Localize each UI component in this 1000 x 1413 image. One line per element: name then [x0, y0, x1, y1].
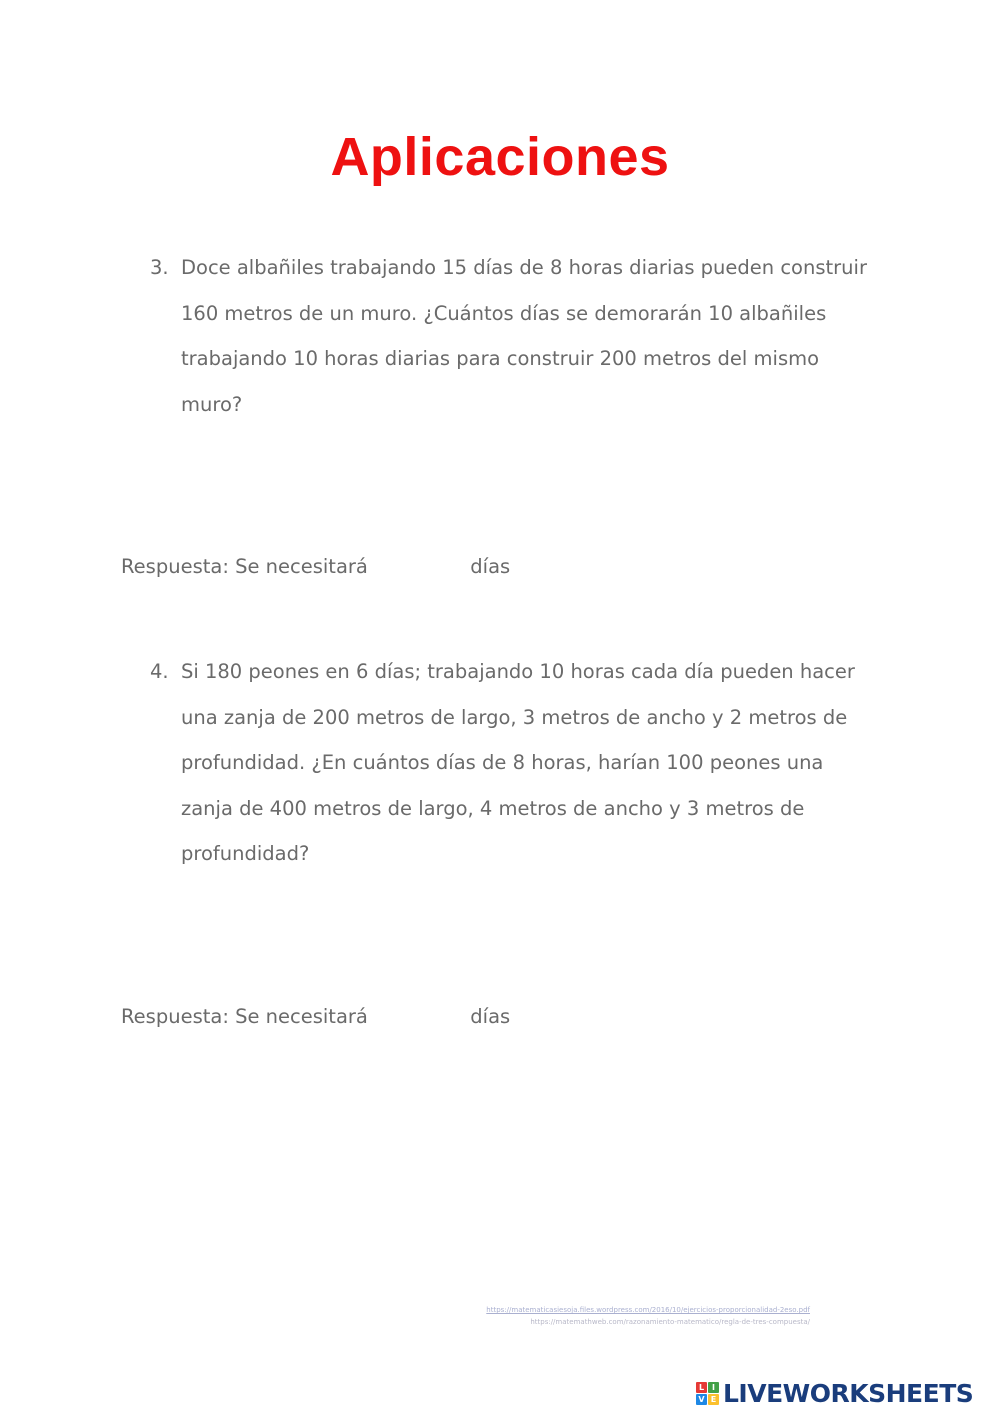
logo-letter: I — [708, 1382, 719, 1393]
logo-letter: L — [696, 1382, 707, 1393]
logo-letter: V — [696, 1394, 707, 1405]
answer-line-3 — [121, 553, 510, 581]
logo-letter: E — [708, 1394, 719, 1405]
answer-prefix: Respuesta: Se necesitará — [121, 1005, 368, 1028]
page-title: Aplicaciones — [330, 127, 670, 187]
answer-line-4 — [121, 1003, 510, 1031]
source-links — [380, 1304, 810, 1328]
source-link-2[interactable]: https://matemathweb.com/razonamiento-matematico/regla-de-tres-compuesta/ — [530, 1318, 810, 1326]
answer-input-4[interactable] — [374, 1005, 464, 1031]
answer-unit: días — [470, 555, 511, 578]
question-number: 4. — [150, 660, 169, 683]
question-text: Doce albañiles trabajando 15 días de 8 horas diarias pueden construir 160 metros de un muro. ¿Cuántos días se demorarán 10 albañiles trabajando 10 horas diarias para construir 200 metros del mismo muro? — [181, 256, 867, 416]
brand-name: LIVEWORKSHEETS — [723, 1378, 974, 1408]
question-3 — [150, 245, 880, 427]
question-text: Si 180 peones en 6 días; trabajando 10 horas cada día pueden hacer una zanja de 200 metros de largo, 3 metros de ancho y 2 metros de profundidad. ¿En cuántos días de 8 horas, harían 100 peones una zanja de 400 metros de largo, 4 metros de ancho y 3 metros de profundidad? — [181, 660, 855, 865]
answer-input-3[interactable] — [374, 555, 464, 581]
source-link-1[interactable]: https://matematicasiesoja.files.wordpress.com/2016/10/ejercicios-proporcionalidad-2eso.pdf — [486, 1306, 810, 1314]
liveworksheets-logo — [696, 1376, 973, 1410]
question-4 — [150, 649, 880, 877]
answer-prefix: Respuesta: Se necesitará — [121, 555, 368, 578]
answer-unit: días — [470, 1005, 511, 1028]
liveworksheets-icon — [696, 1382, 719, 1405]
question-number: 3. — [150, 256, 169, 279]
